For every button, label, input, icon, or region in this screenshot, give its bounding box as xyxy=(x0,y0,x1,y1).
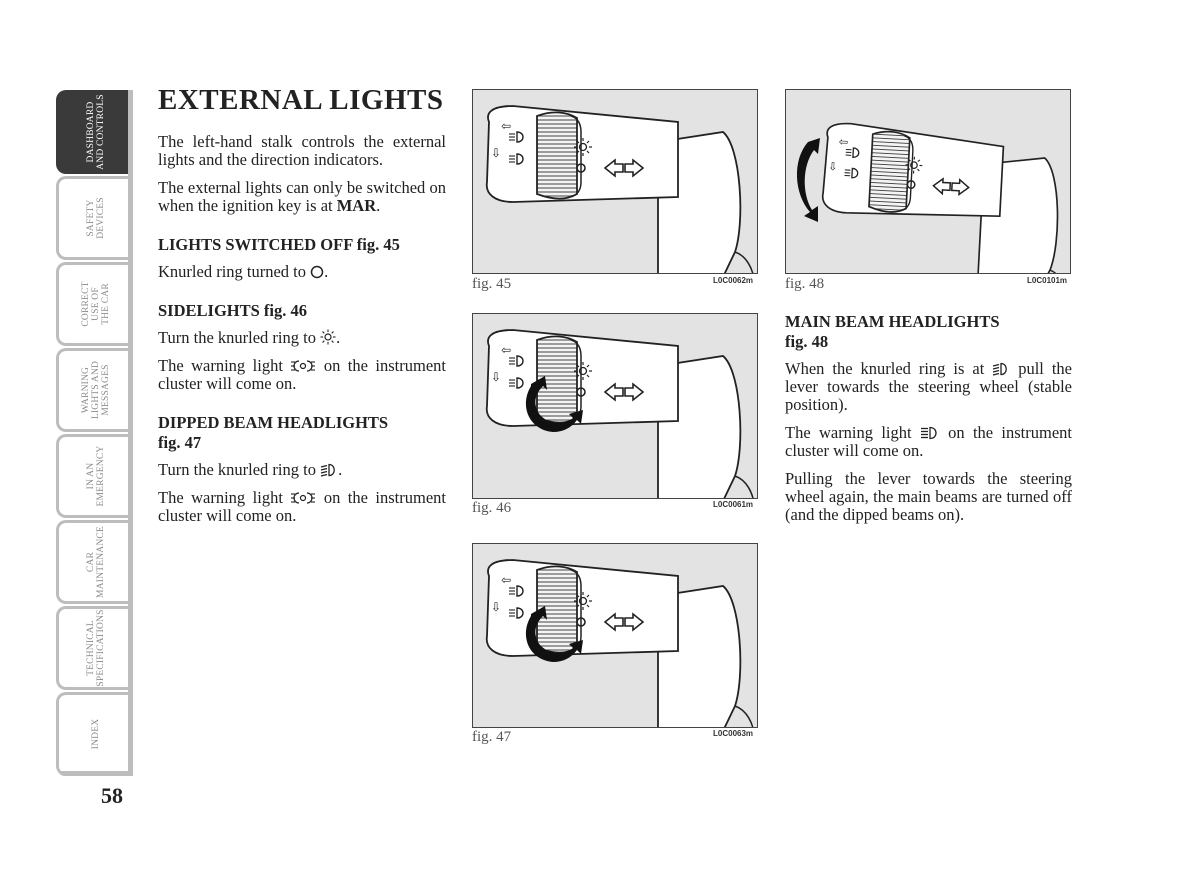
heading-dipped-beam xyxy=(158,413,446,453)
figure-47 xyxy=(472,543,758,728)
warning-prefix: The warning light xyxy=(158,356,283,375)
sidelights-text: Turn the knurled ring to . xyxy=(158,328,341,347)
fig46-code: L0C0061m xyxy=(713,500,754,509)
sidelights-warning-icon xyxy=(290,359,316,373)
heading-main-line1: MAIN BEAM HEADLIGHTS xyxy=(785,312,1000,331)
lights-off-label: Knurled ring turned to xyxy=(158,262,307,281)
fig45-code: L0C0062m xyxy=(713,276,754,285)
tab-warning-lights-and-messages[interactable] xyxy=(56,348,132,432)
tab-label: WARNING LIGHTS AND MESSAGES xyxy=(80,360,111,420)
tab-label: TECHNICAL SPECIFICATIONS xyxy=(85,609,106,687)
tab-divider xyxy=(128,90,133,776)
heading-main-beam xyxy=(785,312,1072,352)
fig48-code: L0C0101m xyxy=(1027,276,1068,285)
heading-dipped-line2: fig. 47 xyxy=(158,433,202,452)
sidelights-label: Turn the knurled ring to xyxy=(158,328,316,347)
fig46-caption: fig. 46 xyxy=(472,500,512,516)
main-beam-warning-text xyxy=(785,424,1072,460)
fig48-caption: fig. 48 xyxy=(785,276,825,292)
tab-car-maintenance[interactable] xyxy=(56,520,132,604)
main-beam-prefix: When the knurled ring is at xyxy=(785,359,985,378)
ignition-text: The external lights can only be switched on when the ignition key is at xyxy=(158,178,446,215)
dipped-beam-text: Turn the knurled ring to . xyxy=(158,460,343,479)
stalk-dipped-illustration xyxy=(473,544,757,727)
dipped-label: Turn the knurled ring to xyxy=(158,460,316,479)
warning-prefix: The warning light xyxy=(158,488,283,507)
tab-label: SAFETY DEVICES xyxy=(85,197,106,239)
tab-dashboard-and-controls[interactable] xyxy=(56,90,132,174)
figure-46 xyxy=(472,313,758,499)
tab-label: DASHBOARD AND CONTROLS xyxy=(85,94,106,170)
warning-prefix: The warning light xyxy=(785,423,912,442)
heading-dipped-line1: DIPPED BEAM HEADLIGHTS xyxy=(158,413,389,432)
stalk-main-beam-illustration xyxy=(786,90,1070,273)
fig45-caption: fig. 45 xyxy=(472,276,512,292)
text-column-right xyxy=(785,312,1072,534)
tab-label: INDEX xyxy=(90,718,101,750)
text-column-left xyxy=(158,84,446,535)
heading-sidelights: SIDELIGHTS fig. 46 xyxy=(158,301,307,320)
heading-lights-off: LIGHTS SWITCHED OFF fig. 45 xyxy=(158,235,400,254)
main-beam-warning-icon xyxy=(920,426,940,440)
fig47-code: L0C0063m xyxy=(713,729,754,738)
off-position-icon xyxy=(310,265,324,279)
chapter-tabs xyxy=(56,90,132,776)
warning-suffix: on the instrument cluster will come on. xyxy=(158,488,447,525)
dipped-beam-icon xyxy=(320,463,338,477)
tab-in-an-emergency[interactable] xyxy=(56,434,132,518)
pull-arrow-icon xyxy=(797,138,820,222)
tab-label: CAR MAINTENANCE xyxy=(85,526,106,598)
tab-label: IN AN EMERGENCY xyxy=(85,445,106,507)
heading-main-line2: fig. 48 xyxy=(785,332,829,351)
sidelights-warning-text xyxy=(158,357,446,393)
warning-suffix: on the instrument cluster will come on. xyxy=(785,423,1072,460)
main-beam-suffix: pull the lever towards the steering wheel (stable position). xyxy=(785,359,1073,414)
fig47-caption: fig. 47 xyxy=(472,729,512,745)
lights-off-text: Knurled ring turned to . xyxy=(158,262,329,281)
page-title: EXTERNAL LIGHTS xyxy=(158,84,444,116)
tab-divider-bottom xyxy=(59,771,133,776)
dipped-warning-text xyxy=(158,489,446,525)
dipped-warning-icon xyxy=(290,491,316,505)
tab-index[interactable] xyxy=(56,692,132,776)
figure-48 xyxy=(785,89,1071,274)
ignition-paragraph: The external lights can only be switched on when the ignition key is at MAR. xyxy=(158,178,446,215)
tab-safety-devices[interactable] xyxy=(56,176,132,260)
warning-suffix: on the instrument cluster will come on. xyxy=(158,356,447,393)
tab-correct-use-of-the-car[interactable] xyxy=(56,262,132,346)
main-beam-off-text: Pulling the lever towards the steering wheel again, the main beams are turned off (and the dipped beams on). xyxy=(785,469,1072,524)
main-beam-text xyxy=(785,360,1072,414)
sidelights-icon xyxy=(320,329,336,345)
stalk-sidelights-illustration xyxy=(473,314,757,498)
figure-45 xyxy=(472,89,758,274)
page-number: 58 xyxy=(101,783,123,808)
ignition-key-position: MAR xyxy=(336,196,377,215)
tab-label: CORRECT USE OF THE CAR xyxy=(80,281,111,327)
dipped-beam-icon xyxy=(992,362,1010,376)
tab-technical-specifications[interactable] xyxy=(56,606,132,690)
stalk-off-illustration xyxy=(473,90,757,273)
intro-paragraph: The left-hand stalk controls the external lights and the direction indicators. xyxy=(158,132,446,169)
